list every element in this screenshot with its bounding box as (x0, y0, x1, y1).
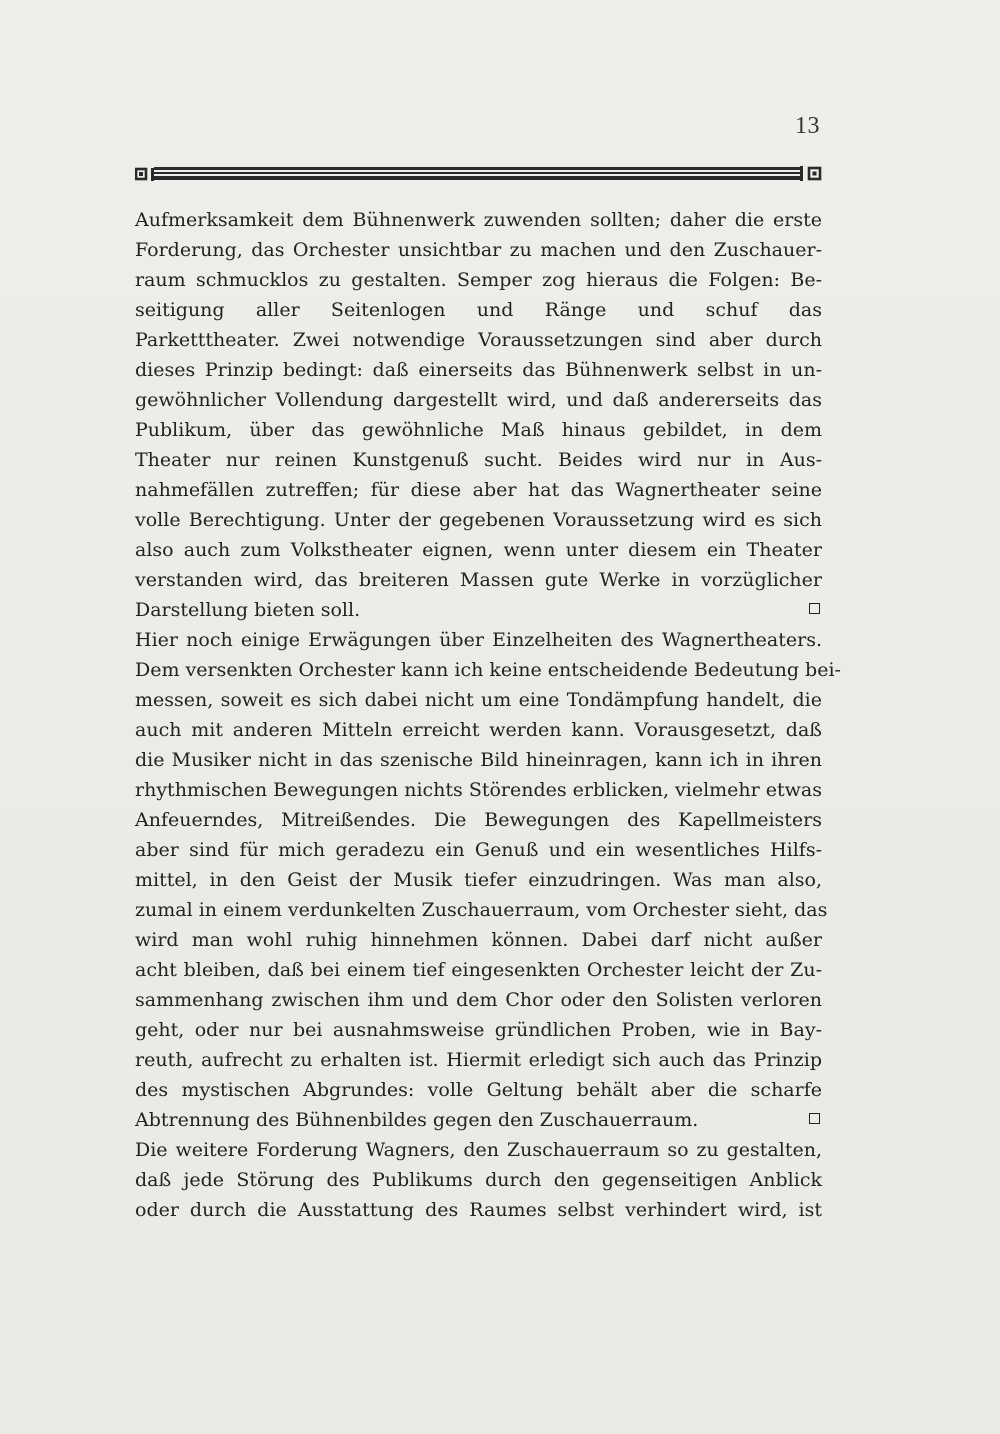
text-line: gewöhnlicher Vollendung dargestellt wird, und daß andererseits das (135, 389, 822, 411)
page-number: 13 (795, 113, 820, 139)
paragraph-mark-icon (809, 1113, 820, 1124)
header-ornament-rule (135, 162, 822, 184)
text-line: die Musiker nicht in das szenische Bild hineinragen, kann ich in ihren (135, 749, 822, 771)
paragraph-end-line (135, 595, 822, 625)
text-line: Parketttheater. Zwei notwendige Voraussetzungen sind aber durch (135, 329, 822, 351)
text-line: aber sind für mich geradezu ein Genuß und ein wesentliches Hilfs- (135, 839, 822, 861)
text-line: auch mit anderen Mitteln erreicht werden kann. Vorausgesetzt, daß (135, 719, 822, 741)
paragraph-mark-icon (809, 603, 820, 614)
text-line: Darstellung bieten soll. (135, 599, 361, 621)
text-line: also auch zum Volkstheater eignen, wenn unter diesem ein Theater (135, 539, 822, 561)
text-line: geht, oder nur bei ausnahmsweise gründlichen Proben, wie in Bay- (135, 1019, 822, 1041)
text-line: daß jede Störung des Publikums durch den gegenseitigen Anblick (135, 1169, 822, 1191)
text-line: messen, soweit es sich dabei nicht um eine Tondämpfung handelt, die (135, 689, 822, 711)
text-line: Publikum, über das gewöhnliche Maß hinaus gebildet, in dem (135, 419, 822, 441)
text-line: Abtrennung des Bühnenbildes gegen den Zuschauerraum. (135, 1109, 699, 1131)
text-line: dieses Prinzip bedingt: daß einerseits das Bühnenwerk selbst in un- (135, 359, 822, 381)
text-line: seitigung aller Seitenlogen und Ränge und schuf das (135, 299, 822, 321)
text-line: zumal in einem verdunkelten Zuschauerraum, vom Orchester sieht, das (135, 899, 828, 921)
text-line: nahmefällen zutreffen; für diese aber hat das Wagnertheater seine (135, 479, 822, 501)
text-line: wird man wohl ruhig hinnehmen können. Dabei darf nicht außer (135, 929, 822, 951)
text-line: reuth, aufrecht zu erhalten ist. Hiermit erledigt sich auch das Prinzip (135, 1049, 822, 1071)
text-line: des mystischen Abgrundes: volle Geltung behält aber die scharfe (135, 1079, 822, 1101)
text-line: Theater nur reinen Kunstgenuß sucht. Beides wird nur in Aus- (135, 449, 822, 471)
ornament-rule-icon (135, 162, 822, 184)
text-line: raum schmucklos zu gestalten. Semper zog hieraus die Folgen: Be- (135, 269, 822, 291)
body-text (135, 205, 841, 1225)
text-line: Hier noch einige Erwägungen über Einzelheiten des Wagnertheaters. (135, 629, 822, 651)
text-line: mittel, in den Geist der Musik tiefer einzudringen. Was man also, (135, 869, 822, 891)
text-line: verstanden wird, das breiteren Massen gute Werke in vorzüglicher (135, 569, 822, 591)
text-line: volle Berechtigung. Unter der gegebenen Voraussetzung wird es sich (135, 509, 822, 531)
text-line: Dem versenkten Orchester kann ich keine entscheidende Bedeutung bei- (135, 659, 841, 681)
text-line: sammenhang zwischen ihm und dem Chor oder den Solisten verloren (135, 989, 822, 1011)
text-line: Aufmerksamkeit dem Bühnenwerk zuwenden sollten; daher die erste (135, 209, 822, 231)
text-line: rhythmischen Bewegungen nichts Störendes erblicken, vielmehr etwas (135, 779, 822, 801)
text-line: acht bleiben, daß bei einem tief eingesenkten Orchester leicht der Zu- (135, 959, 822, 981)
text-line: Anfeuerndes, Mitreißendes. Die Bewegungen des Kapellmeisters (135, 809, 822, 831)
text-line: Forderung, das Orchester unsichtbar zu machen und den Zuschauer- (135, 239, 822, 261)
text-line: oder durch die Ausstattung des Raumes selbst verhindert wird, ist (135, 1199, 822, 1221)
text-line: Die weitere Forderung Wagners, den Zuschauerraum so zu gestalten, (135, 1139, 822, 1161)
paragraph-end-line (135, 1105, 822, 1135)
